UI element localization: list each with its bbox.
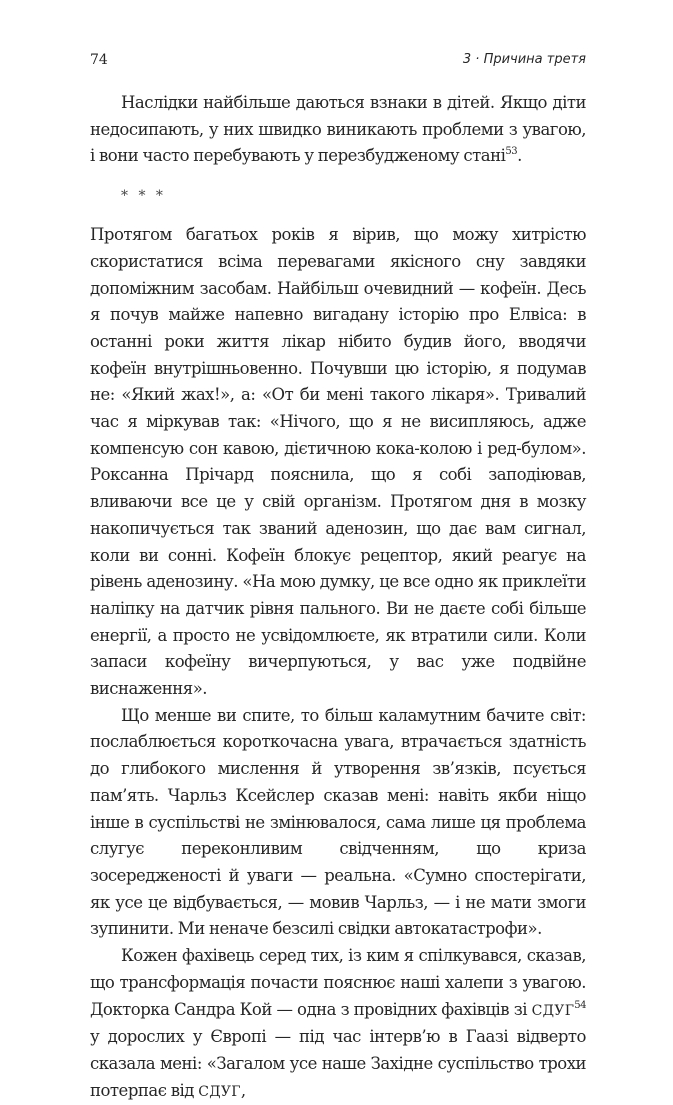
running-head: 3 · Причина третя xyxy=(462,52,586,67)
section-separator: * * * xyxy=(121,188,166,205)
paragraph-1 xyxy=(90,90,586,170)
page-number: 74 xyxy=(90,52,108,68)
paragraph-4-end: , xyxy=(240,1080,246,1100)
page-header xyxy=(90,52,586,72)
abbreviation-adhd-2: СДУГ xyxy=(198,1083,241,1100)
footnote-ref-53: 53 xyxy=(505,146,518,158)
footnote-ref-54: 54 xyxy=(574,999,586,1011)
paragraph-1-end: . xyxy=(517,146,522,166)
paragraph-4-text-b: у дорослих у Європі — під час інтерв’ю в Гаазі відверто сказала мені: «Загалом усе наше Західне суспільство трохи потерпає від xyxy=(90,1027,586,1100)
body-text xyxy=(90,90,586,1105)
paragraph-4 xyxy=(90,943,586,1105)
paragraph-4-text-a: Кожен фахівець серед тих, із ким я спілкувався, сказав, що трансформація почасти пояснює наші халепи з увагою. Докторка Сандра Кой — одна з провідних фахівців зі xyxy=(90,946,586,1019)
paragraph-1-text: Наслідки найбільше даються взнаки в дітей. Якщо діти недосипають, у них швидко виникають проблеми з увагою, і вони часто перебувають у перезбудженому стані xyxy=(90,93,586,166)
paragraph-3: Що менше ви спите, то більш каламутним бачите світ: послаблюється короткочасна увага, втрачається здатність до глибокого мислення й утворення зв’язків, псується пам’ять. Чарльз Ксейслер сказав мені: навіть якби ніщо інше в суспільстві не змінювалося, сама лише ця проблема слугує переконливим свідченням, що криза зосередженості й уваги — реальна. «Сумно спостерігати, як усе це відбувається, — мовив Чарльз, — і не мати змоги зупинити. Ми неначе безсилі свідки автокатастрофи». xyxy=(90,705,586,939)
abbreviation-adhd: СДУГ xyxy=(531,1002,575,1019)
paragraph-2: Протягом багатьох років я вірив, що можу хитрістю скористатися всіма перевагами якісного сну завдяки допоміжним засобам. Найбільш очевидний — кофеїн. Десь я почув майже напевно вигадану історію про Елвіса: в останні роки життя лікар нібито будив його, вводячи кофеїн внутрішньовенно. Почувши цю історію, я подумав не: «Який жах!», а: «От би мені такого лікаря». Тривалий час я міркував так: «Нічого, що я не висипляюсь, адже компенсую сон кавою, дієтичною кока-колою і ред-булом». Роксанна Прічард пояснила, що я собі заподіював, вливаючи все це у свій організм. Протягом дня в мозку накопичується так званий аденозин, що дає вам сигнал, коли ви сонні. Кофеїн блокує рецептор, який реагує на рівень аденозину. «На мою думку, це все одно як приклеїти наліпку на датчик рівня пального. Ви не даєте собі більше енергії, а просто не усвідомлюєте, як втратили сили. Коли запаси кофеїну вичерпуються, у вас уже подвійне виснаження». xyxy=(90,225,586,699)
